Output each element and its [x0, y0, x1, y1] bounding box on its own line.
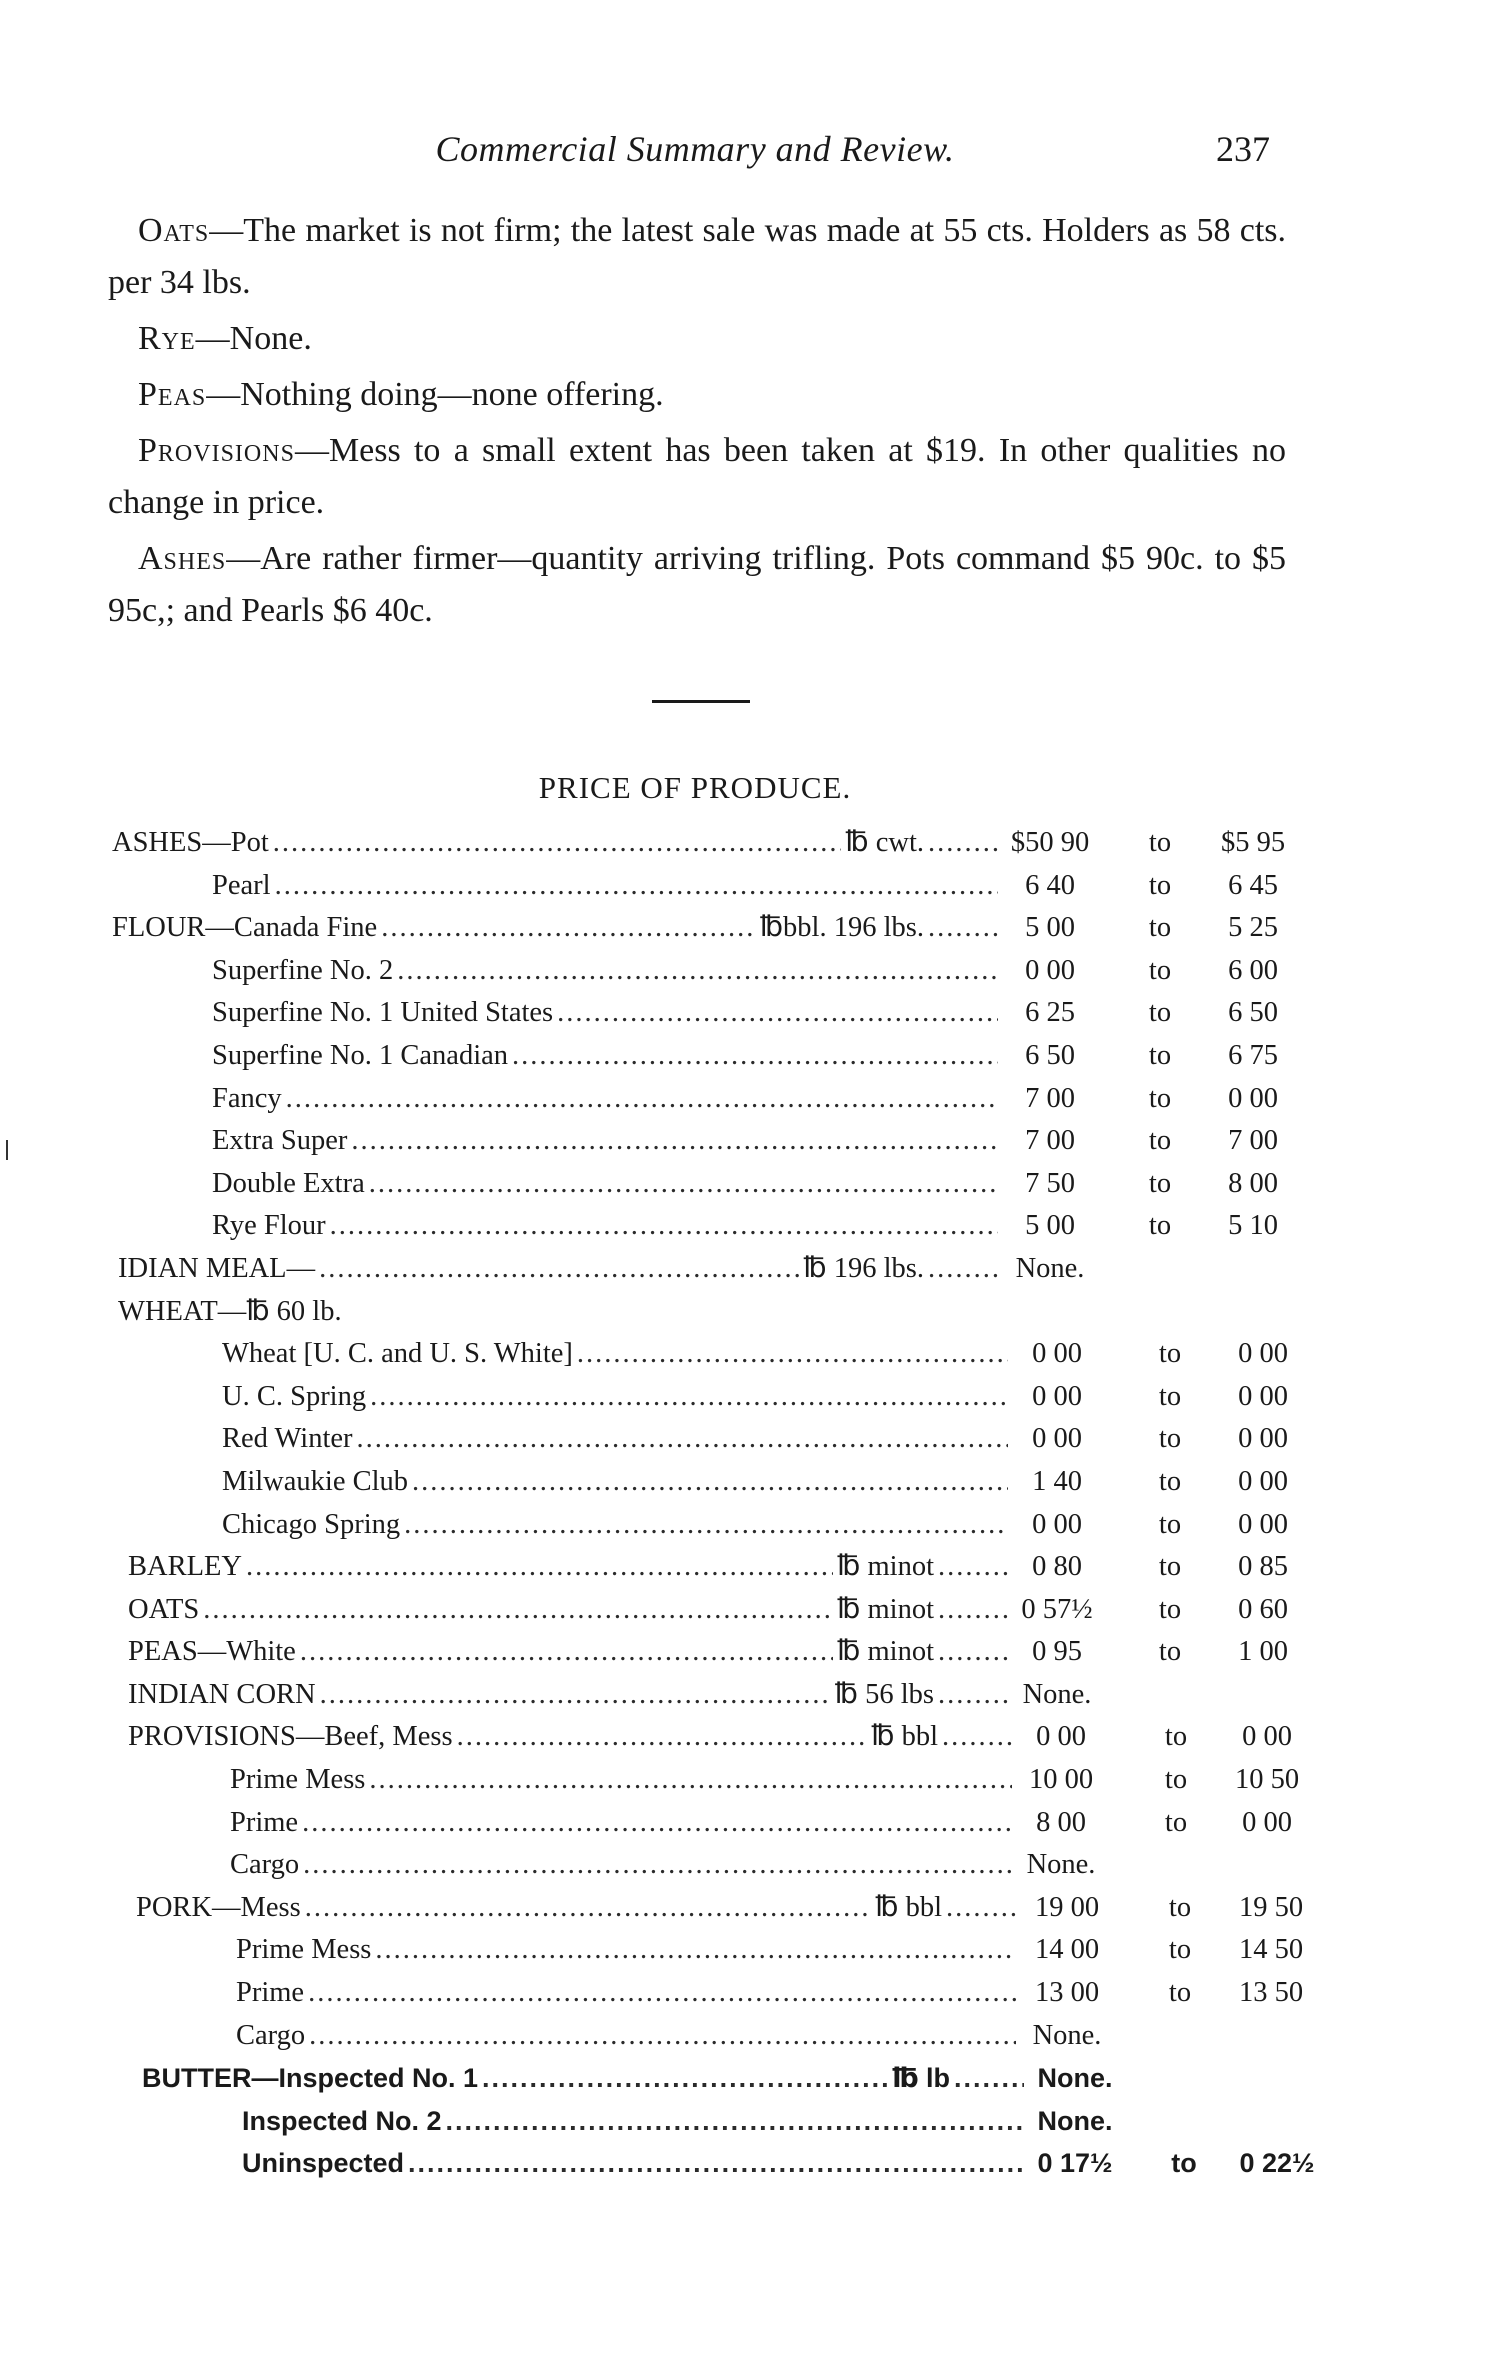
row-label: [212, 992, 998, 1035]
dot-leader: [375, 1929, 1016, 1972]
unit-label: ℔ minot: [837, 1551, 934, 1583]
table-title: PRICE OF PRODUCE.: [538, 770, 852, 805]
commodity-name: Uninspected: [242, 2148, 405, 2179]
dot-leader: [446, 2100, 1024, 2143]
row-label: [242, 2142, 1024, 2185]
table-row: [0, 1674, 1490, 1717]
price-low: None.: [1032, 2019, 1102, 2051]
price-high: $5 95: [1220, 827, 1286, 858]
row-label: [230, 1844, 1012, 1887]
dot-leader: [482, 2057, 888, 2100]
price-low: 0 00: [1036, 1721, 1086, 1753]
summary-heading: Provisions: [138, 432, 295, 469]
price-to: to: [1168, 1891, 1192, 1923]
commodity-name: Cargo: [230, 1849, 300, 1881]
commodity-name: Inspected No. 2: [242, 2105, 442, 2136]
row-label: [128, 1631, 1008, 1674]
price-high: 13 50: [1238, 1977, 1304, 2009]
dot-leader: [330, 1205, 998, 1248]
table-row: [0, 2057, 1490, 2100]
price-low: 19 00: [1034, 1891, 1100, 1923]
table-row: [0, 907, 1490, 950]
commodity-name: IDIAN MEAL—: [118, 1252, 316, 1284]
price-high: 6 00: [1228, 954, 1278, 986]
row-label: [128, 1716, 1012, 1759]
row-label: [222, 1461, 1008, 1504]
price-to: to: [1148, 827, 1172, 858]
row-label: [236, 2015, 1016, 2058]
price-to: to: [1148, 1167, 1172, 1199]
price-low: 0 00: [1032, 1338, 1082, 1370]
price-low: 5 00: [1025, 912, 1075, 944]
table-row: [0, 992, 1490, 1035]
price-to: to: [1148, 1125, 1172, 1157]
table-row: [0, 1929, 1490, 1972]
page-header: [0, 128, 1490, 188]
price-low: None.: [1037, 2105, 1113, 2136]
price-low: 0 00: [1032, 1508, 1082, 1540]
price-high: 5 10: [1228, 1210, 1278, 1242]
table-row: [0, 1759, 1490, 1802]
summary-paragraph: [108, 425, 1286, 529]
row-label: [236, 1972, 1016, 2015]
table-row: [0, 1802, 1490, 1845]
table-row: [0, 1972, 1490, 2015]
dot-leader: [273, 822, 841, 865]
dot-leader: [404, 1504, 1008, 1547]
price-low: None.: [1015, 1252, 1085, 1284]
summary-text: —Mess to a small extent has been taken at $19. In other qualities no change in price.: [108, 432, 1286, 521]
dot-leader: [305, 1887, 871, 1930]
price-high: 0 00: [1242, 1806, 1292, 1838]
commodity-name: Milwaukie Club: [222, 1465, 409, 1497]
price-to: to: [1158, 1508, 1182, 1540]
commodity-name: Rye Flour: [212, 1210, 326, 1242]
price-high: 0 00: [1238, 1338, 1288, 1370]
price-to: to: [1158, 1423, 1182, 1455]
price-low: None.: [1022, 1678, 1092, 1710]
price-to: to: [1164, 1764, 1188, 1796]
price-low: 7 00: [1025, 1125, 1075, 1157]
row-label: [222, 1418, 1008, 1461]
summary-text: —Nothing doing—none offering.: [206, 376, 664, 413]
commodity-name: Prime Mess: [230, 1764, 366, 1796]
price-to: to: [1168, 1977, 1192, 2009]
price-to: to: [1148, 954, 1172, 986]
price-to: to: [1158, 1338, 1182, 1370]
price-low: 0 95: [1032, 1636, 1082, 1668]
commodity-name: Superfine No. 2: [212, 954, 394, 986]
row-label: [230, 1759, 1012, 1802]
margin-mark: [6, 1140, 8, 1160]
table-row: [0, 1716, 1490, 1759]
price-high: 0 60: [1238, 1593, 1288, 1625]
row-label: [236, 1929, 1016, 1972]
table-row: [0, 865, 1490, 908]
commodity-name: PORK—Mess: [136, 1891, 301, 1923]
price-to: to: [1148, 912, 1172, 944]
row-label: [128, 1589, 1008, 1632]
dot-leader: [557, 992, 998, 1035]
row-label: [212, 1078, 998, 1121]
price-to: to: [1168, 1934, 1192, 1966]
unit-label: ℔ bbl: [871, 1721, 938, 1753]
dot-leader: [397, 950, 998, 993]
row-label: [212, 1035, 998, 1078]
price-high: 0 85: [1238, 1551, 1288, 1583]
table-row: [0, 1205, 1490, 1248]
commodity-name: Superfine No. 1 Canadian: [212, 1039, 509, 1071]
dot-leader: [412, 1461, 1008, 1504]
price-low: 0 57½: [1021, 1593, 1093, 1625]
dot-leader: [357, 1418, 1008, 1461]
dot-leader: [302, 1802, 1012, 1845]
price-low: 10 00: [1028, 1764, 1094, 1796]
price-high: 6 50: [1228, 997, 1278, 1029]
price-low: None.: [1026, 1849, 1096, 1881]
price-high: 1 00: [1238, 1636, 1288, 1668]
price-low: 0 17½: [1037, 2148, 1113, 2179]
price-low: 6 50: [1025, 1039, 1075, 1071]
table-row: [0, 1248, 1490, 1291]
table-row: [0, 1163, 1490, 1206]
row-label: [128, 1674, 1008, 1717]
table-row: [0, 2142, 1490, 2185]
price-to: to: [1158, 1636, 1182, 1668]
price-to: to: [1171, 2148, 1197, 2179]
summary-paragraph: [108, 205, 1286, 309]
price-low: 0 00: [1025, 954, 1075, 986]
commodity-name: Wheat [U. C. and U. S. White]: [222, 1338, 573, 1370]
dot-leader: [246, 1546, 833, 1589]
commodity-name: PROVISIONS—Beef, Mess: [128, 1721, 453, 1753]
price-low: 13 00: [1034, 1977, 1100, 2009]
row-label: [136, 1887, 1016, 1930]
dot-leader: [369, 1759, 1012, 1802]
row-label: [118, 1248, 998, 1291]
price-to: to: [1164, 1806, 1188, 1838]
price-table: [0, 822, 1490, 2185]
dot-leader: [408, 2142, 1024, 2185]
price-to: to: [1158, 1380, 1182, 1412]
price-low: 5 00: [1025, 1210, 1075, 1242]
table-row: [0, 1887, 1490, 1930]
price-high: 0 00: [1228, 1082, 1278, 1114]
price-high: 0 00: [1238, 1380, 1288, 1412]
row-label: [118, 1291, 998, 1334]
unit-label: ℔ minot: [837, 1636, 934, 1668]
table-row: [0, 1333, 1490, 1376]
price-high: 5 25: [1228, 912, 1278, 944]
dot-leader: [370, 1376, 1008, 1419]
summary-heading: Ashes: [138, 540, 227, 577]
dot-leader: [381, 907, 756, 950]
price-high: 7 00: [1228, 1125, 1278, 1157]
row-label: [230, 1802, 1012, 1845]
row-label: [212, 1120, 998, 1163]
price-high: 6 45: [1228, 869, 1278, 901]
price-low: 6 25: [1025, 997, 1075, 1029]
table-row: [0, 1291, 1490, 1334]
summary-paragraph: [108, 313, 1286, 365]
row-label: [112, 907, 998, 950]
commodity-name: Extra Super: [212, 1125, 348, 1157]
price-low: 6 40: [1025, 869, 1075, 901]
price-low: 8 00: [1036, 1806, 1086, 1838]
table-row: [0, 1631, 1490, 1674]
row-label: [212, 1205, 998, 1248]
unit-label: ℔ 56 lbs: [834, 1678, 934, 1710]
price-high: 0 00: [1238, 1508, 1288, 1540]
summary-text: —Are rather firmer—quantity arriving trifling. Pots command $5 90c. to $5 95c,; and Pearls $6 40c.: [108, 540, 1286, 629]
page-number: 237: [1216, 129, 1270, 169]
commodity-name: Prime: [230, 1806, 299, 1838]
table-row: [0, 1120, 1490, 1163]
price-low: 0 80: [1032, 1551, 1082, 1583]
dot-leader: [203, 1589, 833, 1632]
row-label: [212, 950, 998, 993]
row-label: [128, 1546, 1008, 1589]
price-to: to: [1148, 1082, 1172, 1114]
price-to: to: [1158, 1593, 1182, 1625]
price-low: 7 00: [1025, 1082, 1075, 1114]
price-high: 0 00: [1238, 1465, 1288, 1497]
commodity-name: INDIAN CORN: [128, 1678, 316, 1710]
commodity-name: BUTTER—Inspected No. 1: [142, 2063, 479, 2094]
commodity-name: PEAS—White: [128, 1636, 296, 1668]
dot-leader: [320, 1674, 831, 1717]
row-label: [222, 1376, 1008, 1419]
table-row: [0, 1546, 1490, 1589]
summary-heading: Oats: [138, 212, 210, 249]
commodity-name: Chicago Spring: [222, 1508, 401, 1540]
table-row: [0, 1418, 1490, 1461]
unit-label: ℔ lb: [892, 2063, 950, 2094]
unit-label: ℔ bbl: [875, 1891, 942, 1923]
price-to: to: [1148, 1210, 1172, 1242]
price-to: to: [1158, 1551, 1182, 1583]
summary-paragraph: [108, 369, 1286, 421]
price-low: 14 00: [1034, 1934, 1100, 1966]
row-label: [212, 1163, 998, 1206]
commodity-name: Superfine No. 1 United States: [212, 997, 554, 1029]
table-row: [0, 1844, 1490, 1887]
commodity-name: Pearl: [212, 869, 271, 901]
commodity-name: FLOUR—Canada Fine: [112, 912, 378, 944]
price-to: to: [1148, 869, 1172, 901]
table-row: [0, 1376, 1490, 1419]
unit-label: ℔ 196 lbs.: [803, 1252, 924, 1284]
commodity-name: BARLEY: [128, 1551, 242, 1583]
row-label: [142, 2057, 1024, 2100]
price-to: to: [1158, 1465, 1182, 1497]
dot-leader: [577, 1333, 1008, 1376]
dot-leader: [369, 1163, 998, 1206]
row-label: [222, 1504, 1008, 1547]
running-title: Commercial Summary and Review.: [435, 129, 955, 169]
dot-leader: [286, 1078, 998, 1121]
dot-leader: [275, 865, 998, 908]
commodity-name: Fancy: [212, 1082, 282, 1114]
dot-leader: [309, 2015, 1016, 2058]
dot-leader: [512, 1035, 998, 1078]
commodity-name: OATS: [128, 1593, 200, 1625]
price-high: 14 50: [1238, 1934, 1304, 1966]
dot-leader: [457, 1716, 868, 1759]
unit-label: ℔bbl. 196 lbs.: [759, 912, 924, 944]
price-low: 0 00: [1032, 1423, 1082, 1455]
price-low: 7 50: [1025, 1167, 1075, 1199]
table-row: [0, 2100, 1490, 2143]
commodity-name: Cargo: [236, 2019, 306, 2051]
commodity-name: Prime Mess: [236, 1934, 372, 1966]
summary-heading: Rye: [138, 320, 196, 357]
commodity-name: Prime: [236, 1977, 305, 2009]
price-low: None.: [1037, 2063, 1113, 2094]
commodity-name: Red Winter: [222, 1423, 353, 1455]
section-divider: [652, 700, 750, 703]
table-row: [0, 1504, 1490, 1547]
summary-paragraph: [108, 533, 1286, 637]
price-to: to: [1148, 997, 1172, 1029]
price-high: 0 00: [1238, 1423, 1288, 1455]
price-high: 19 50: [1238, 1891, 1304, 1923]
dot-leader: [300, 1631, 833, 1674]
table-row: [0, 2015, 1490, 2058]
price-low: $50 90: [1010, 827, 1090, 858]
commodity-name: WHEAT—℔ 60 lb.: [118, 1295, 342, 1327]
row-label: [112, 822, 998, 865]
commodity-name: U. C. Spring: [222, 1380, 367, 1412]
price-low: 1 40: [1032, 1465, 1082, 1497]
price-high: 0 00: [1242, 1721, 1292, 1753]
unit-label: ℔ minot: [837, 1593, 934, 1625]
summary-heading: Peas: [138, 376, 207, 413]
dot-leader: [351, 1120, 998, 1163]
dot-leader: [303, 1844, 1012, 1887]
price-high: 0 22½: [1239, 2148, 1315, 2179]
commodity-name: Double Extra: [212, 1167, 365, 1199]
row-label: [212, 865, 998, 908]
table-row: [0, 1461, 1490, 1504]
price-high: 6 75: [1228, 1039, 1278, 1071]
table-row: [0, 1035, 1490, 1078]
price-low: 0 00: [1032, 1380, 1082, 1412]
price-to: to: [1164, 1721, 1188, 1753]
summary-text: —The market is not firm; the latest sale was made at 55 cts. Holders as 58 cts. per 34 lbs.: [108, 212, 1286, 301]
table-row: [0, 1589, 1490, 1632]
price-high: 10 50: [1234, 1764, 1300, 1796]
table-row: [0, 950, 1490, 993]
unit-label: ℔ cwt.: [845, 827, 924, 858]
table-row: [0, 1078, 1490, 1121]
table-row: [0, 822, 1490, 865]
row-label: [242, 2100, 1024, 2143]
commodity-name: ASHES—Pot: [112, 827, 269, 858]
row-label: [222, 1333, 1008, 1376]
summary-text: —None.: [195, 320, 312, 357]
market-summary: [108, 205, 1286, 641]
price-to: to: [1148, 1039, 1172, 1071]
price-high: 8 00: [1228, 1167, 1278, 1199]
dot-leader: [308, 1972, 1016, 2015]
dot-leader: [319, 1248, 799, 1291]
